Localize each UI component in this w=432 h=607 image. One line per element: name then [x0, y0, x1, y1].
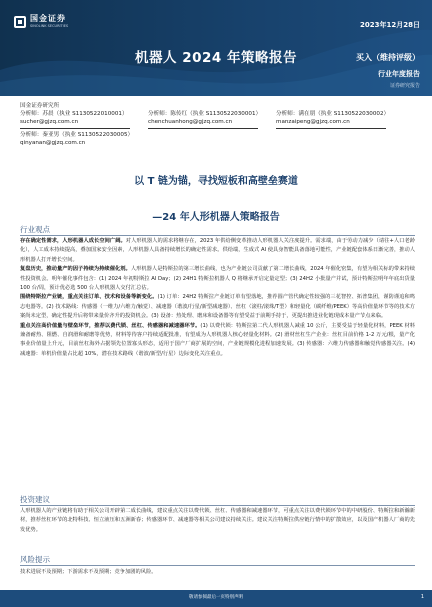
divider	[148, 128, 258, 129]
section-rule	[20, 235, 415, 236]
section-rule	[20, 505, 415, 506]
headline-primary: 以 T 链为锚，寻找短板和高壁垒赛道	[134, 176, 298, 187]
risk-body: 技术进展不及预期；下游需求不及预期；竞争加剧的风险。	[20, 569, 157, 575]
page-number: 1	[420, 594, 424, 600]
footer-disclaimer: 敬请参阅最后一页特别声明	[189, 595, 243, 600]
rating-label: 买入（维持评级）	[356, 53, 420, 62]
report-category: 证券研究报告	[389, 83, 420, 89]
logo-name-cn: 国金证券	[30, 14, 66, 23]
analyst-email[interactable]: chenchuanhong@gjzq.com.cn	[148, 119, 233, 126]
paragraph-lead: 围绕特斯拉产业链，重点关注订单、技术和设备等新变化。	[20, 294, 158, 301]
analyst-card	[20, 110, 148, 130]
report-type: 行业年度报告	[378, 70, 420, 78]
paragraph-lead: 复盘历史，推动量产的因子持续为持续催化剂。	[20, 266, 131, 273]
report-title: 机器人 2024 年策略报告	[135, 50, 297, 66]
report-banner	[0, 0, 432, 96]
divider	[20, 128, 130, 129]
section-title-viewpoint: 行业观点	[20, 225, 50, 234]
analyst-row	[20, 110, 420, 130]
paragraph	[20, 265, 415, 293]
analyst-email[interactable]: sucher@gjzq.com.cn	[20, 119, 79, 126]
analyst-row	[20, 131, 420, 147]
analyst-card	[276, 110, 404, 130]
logo-name-en: SINOLINK SECURITIES	[30, 24, 69, 28]
paragraph	[20, 293, 415, 321]
paragraph	[20, 322, 415, 360]
paragraph-text: (1) 以费代锁：特斯拉第二代人形机器人减重 10 公斤，主要受益于轻量化材料，PEEK 材料兼备耐热、阻燃、自润滑和耐磨等优势，材料等待客户持续适配批准，有望成为人形机器人核心轻量化材料。(2) 滑材丝杠生产企业：丝杠目前价格 1-2 万元/根，量产化事业价值量上升元，目前丝杠海外占据领先位置寡头形态，适用于国产厂商扩展的空间，产业链规模化进程加速发展。(3) 传感器：六维力传感器和触觉传感器关注。(4) 减速器：单机价值量占比超 10%，潜在技术路线（谐波/新型/行星）边际变化关注重点。	[20, 322, 416, 357]
paragraph-lead: 存在确定性需求，人形机器人成长空间广阔。	[20, 238, 126, 244]
headline-secondary: —24 年人形机器人策略报告	[152, 212, 280, 223]
paragraph-text: (1) 订单：24H2 特斯拉产业链订单有望落地，推荐圆产管代确定性较强的三花智控、拓普集团，谨防谨追和鸣志电器等。(2) 技术路线：传感器（一维力/六维力/触觉）、减速器（谐波/行星/新型减速器）、丝杠（滚柱/滚珠/T型）和轻量化（碳纤维/PEEK）等高价值量环节等的技术方案尚未定型，确定性提升后将带来量价齐升的投资机会。(3) 设备：热处理、磨床和设备器等有望受益于前期手持于，更提出推进业化链现成本量产节点来临。	[20, 294, 416, 320]
company-logo	[14, 14, 68, 29]
analyst-name: 分析师：陈传红（执业 S1130522030001）	[148, 111, 262, 118]
analyst-block	[20, 102, 420, 147]
analyst-name: 分析师：苏晨（执业 S1130522010001）	[20, 111, 128, 118]
analyst-card	[20, 131, 148, 147]
viewpoint-body	[20, 237, 415, 359]
section-title-investment: 投资建议	[20, 495, 50, 504]
page-footer	[0, 590, 432, 607]
paragraph	[20, 237, 415, 265]
divider	[276, 128, 386, 129]
analyst-email[interactable]: qinyanan@gjzq.com.cn	[20, 139, 86, 146]
section-rule	[20, 565, 415, 566]
investment-body: 人形机器人的产业链将有助于相关公司开辟第二成长曲线，建议重点关注以费代锁、丝杠、传感器和减速器环节，可重点关注以费代锁环节中的中研股份、特斯拉和新瀚新材，推荐丝杠环节的北特科技、恒立液压和五洲新春；传感器环节、减速器等相关公司建议持续关注。建议关注特斯拉供应链行情中的扩散效应，以及国产机器人厂商的先发优势。	[20, 508, 415, 533]
paragraph-text: 人形机器人是特斯拉的第三增长曲线，也为产业链公司贡献了第二增长曲线，2024 年催化密集，有望为相关标的带来持续性投资机会。明年催化事件包含：(1) 2024 年初特斯拉 AI Day；(2) 24H1 特斯拉机器人 Q 将继承开启定量定型；(3) 24H2 小批量产并试，预计特斯拉明年年底出货量 100 台/周，预计优必选 500 台人形机器人交付汇总估。	[20, 266, 416, 292]
report-date: 2023年12月28日	[360, 21, 420, 29]
logo-icon	[14, 16, 26, 28]
analyst-name: 分析师：秦亚男（执业 S1130522030005）	[20, 131, 134, 138]
paragraph-text: 对人形机器人的需求将继存在，2023 年供给侧变革推动人形机器人关注度提升。需求端，由于劳动力减少（请往+人口老龄化），人工成本持续提高，叠加国家安全因素，人形机器人具备持续增长的确定性需求。供给端，生成式 AI 使具身智能具备落地可能性，产业链配套体系日渐完善，推动人形机器人打开增长空间。	[20, 238, 415, 263]
analyst-email[interactable]: manzaipeng@gjzq.com.cn	[276, 119, 350, 126]
analyst-name: 分析师：满在朋（执业 S1130522030002）	[276, 111, 390, 118]
paragraph-lead: 重点关注高价值量与壁垒环节，推荐以费代锁、丝杠、传感器和减速器环节。	[20, 322, 201, 329]
institute-label: 国金证券研究所	[20, 103, 60, 109]
section-title-risk: 风险提示	[20, 555, 50, 564]
analyst-card	[148, 110, 276, 130]
